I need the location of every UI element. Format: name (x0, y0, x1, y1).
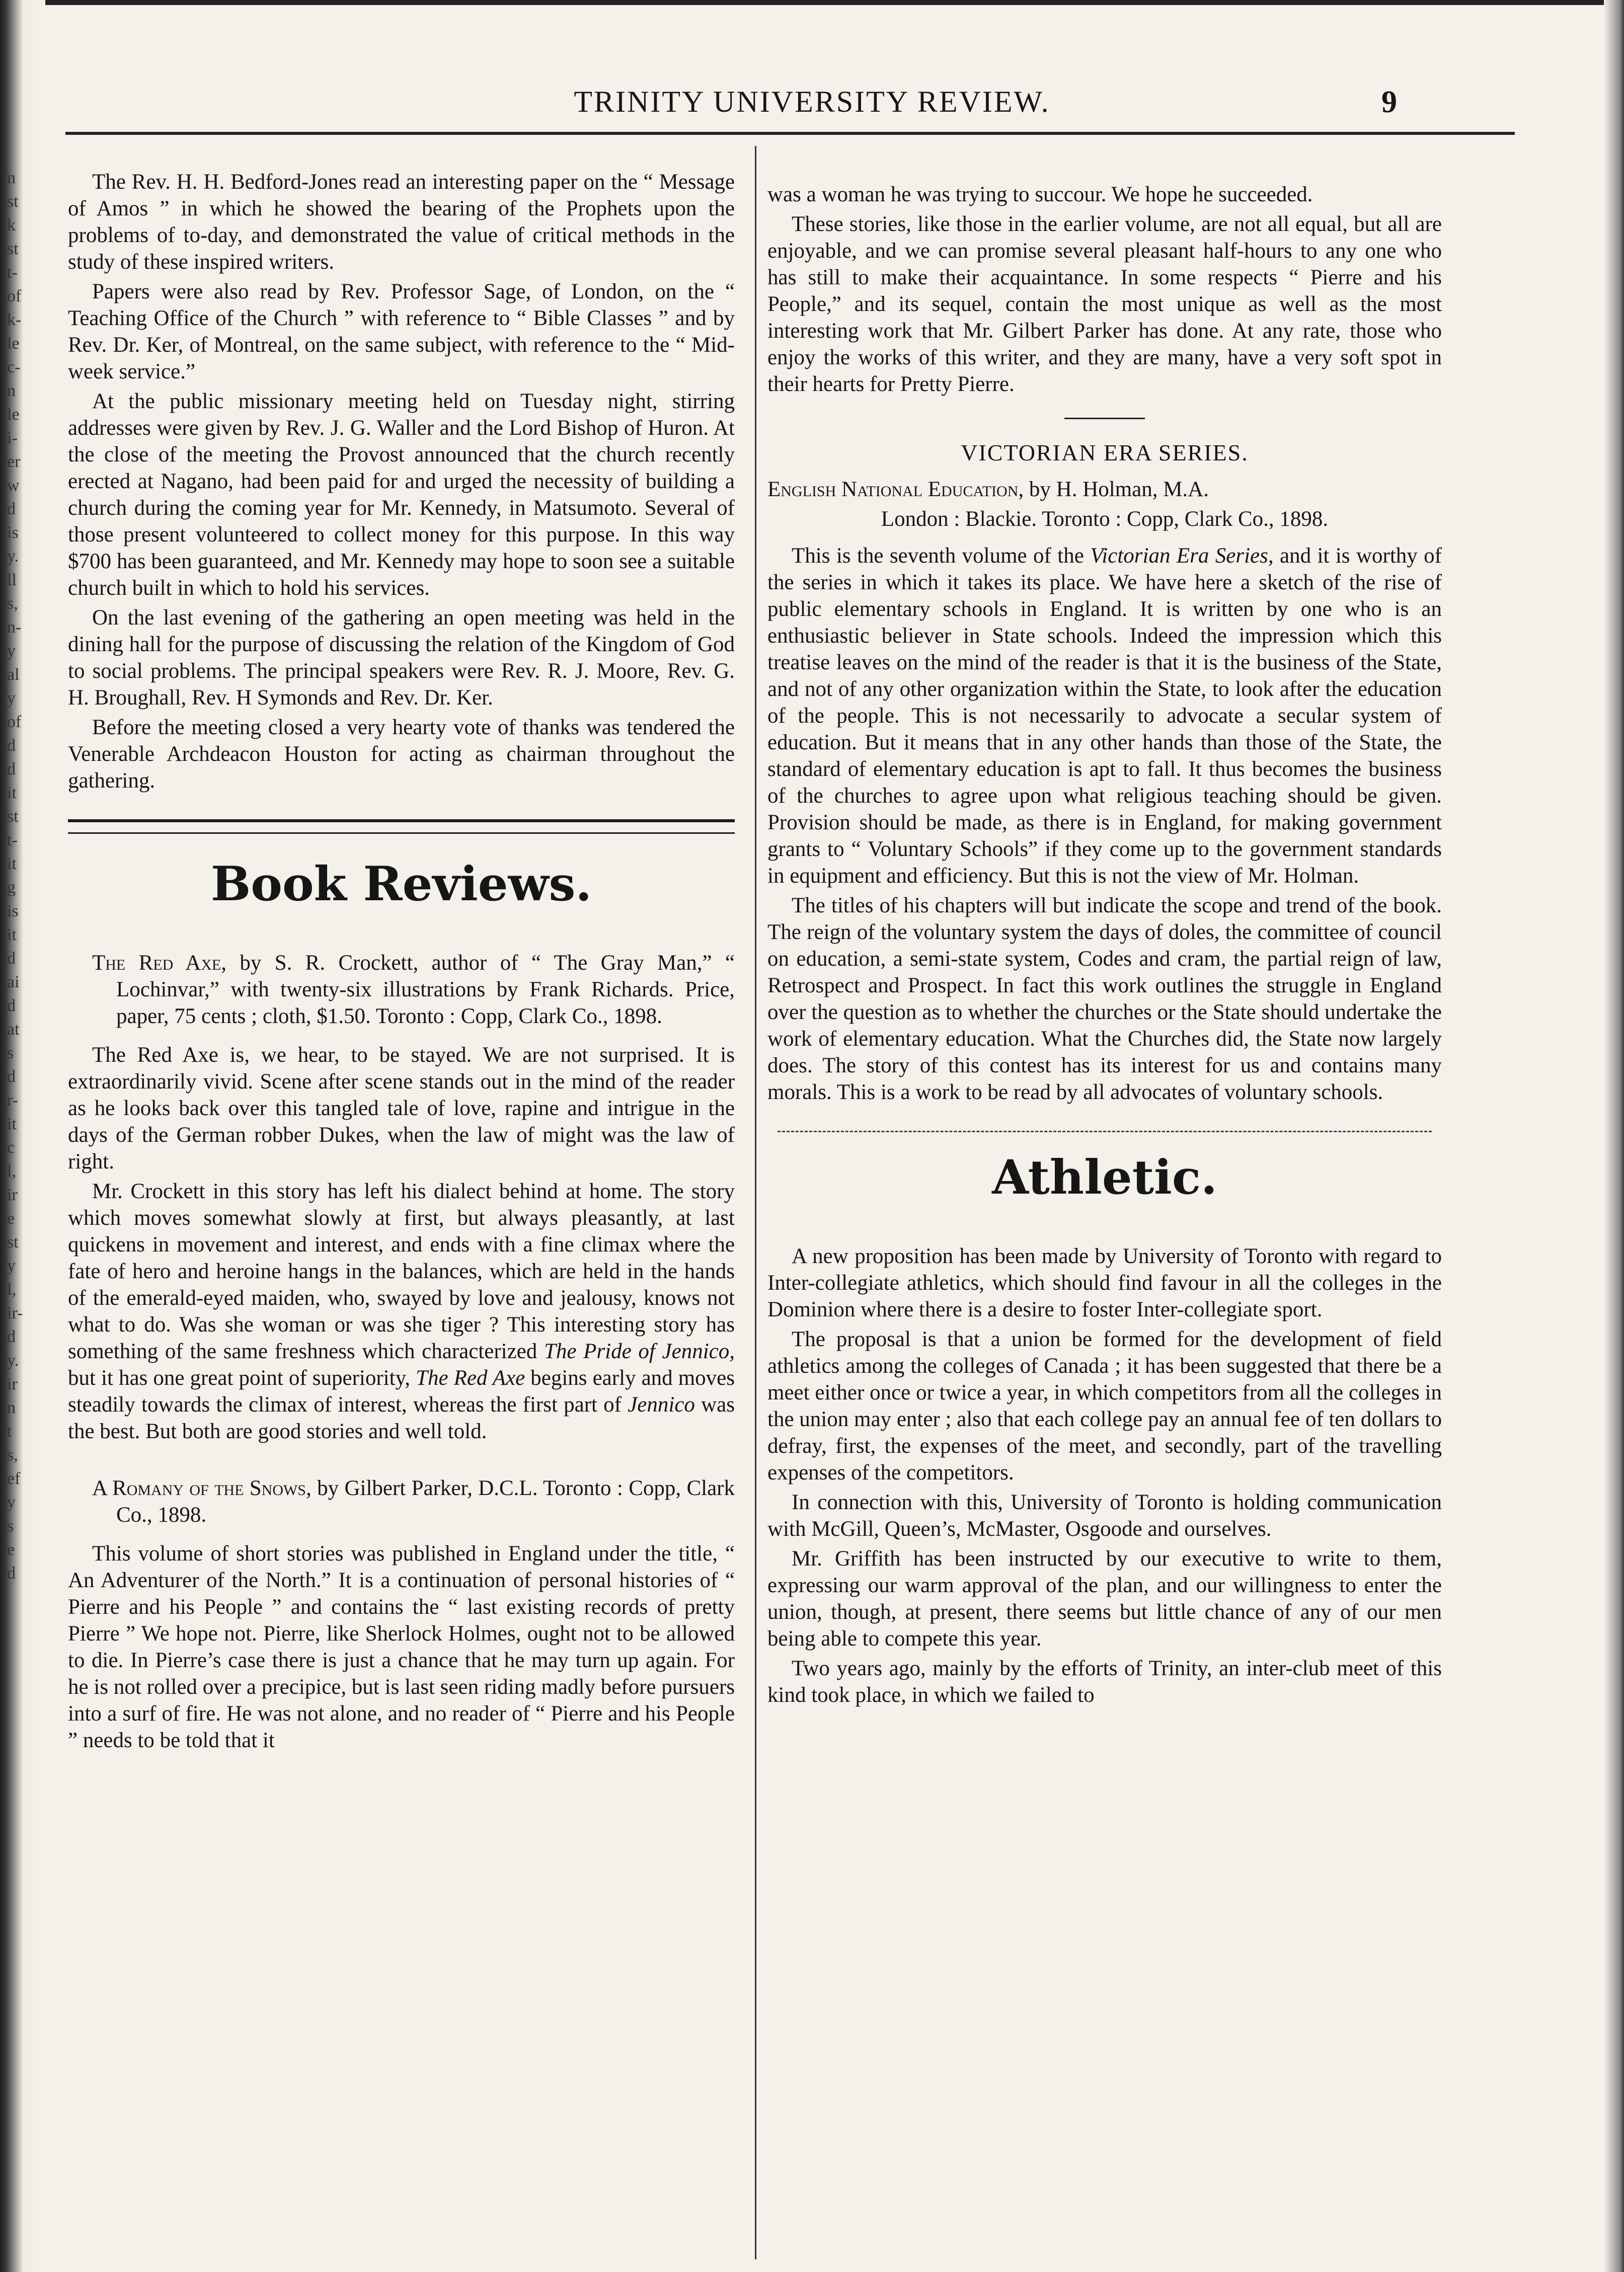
edge-fragment: d (7, 1564, 16, 1583)
edge-fragment: d (7, 1327, 16, 1346)
edge-fragment: c (7, 1138, 15, 1157)
text-run: and it is worthy of the series in which it takes its place. We have here a sketch of the rise of public elementary schools in England. It is written by one who is an enthusiastic believer in State schools. Indeed the impression which this treatise leaves on the mind of the reader is that it is the business of the State, and not of any other organization within the State, to look after the education of the people. This is not necessarily to advocate a secular system of education. But it means that in any other hands than those of the State, the standard of elementary education is apt to fall. It thus becomes the business of the churches to agree upon what religious teaching should be given. Provision should be made, as there is in England, for making government grants to “ Voluntary Schools” if they come up to the government standards in equipment and efficiency. But this is not the view of Mr. Holman. (767, 544, 1442, 888)
edge-fragment: y (7, 1257, 16, 1275)
edge-fragment: y. (7, 1351, 19, 1370)
text-run: begins early and moves steadily towards the climax of interest, whereas the first part of (68, 1366, 735, 1417)
citation-details: by S. R. Crockett, author of “ The Gray Man,” “ Lochinvar,” with twenty-six illustrations by Frank Richards. Price, paper, 75 cents ; cloth, $1.50. Toronto : Copp, Clark Co., 1898. (116, 951, 735, 1028)
edge-fragment: is (7, 902, 19, 920)
edge-fragment: d (7, 500, 16, 518)
paragraph: In connection with this, University of Toronto is holding communication with McGill, Queen’s, McMaster, Osgoode and ourselves. (767, 1491, 1442, 1541)
edge-fragment: of (7, 287, 22, 305)
page-right-edge (1604, 0, 1624, 2272)
series-heading: VICTORIAN ERA SERIES. (961, 440, 1249, 465)
short-rule (1064, 418, 1145, 419)
edge-fragment: ir- (7, 1304, 23, 1322)
right-column (767, 181, 1442, 1708)
edge-fragment: e (7, 1540, 15, 1559)
edge-fragment: k (7, 216, 16, 234)
edge-fragment: d (7, 736, 16, 755)
edge-fragment: le (7, 334, 20, 353)
review-citation-red-axe (68, 950, 735, 1030)
paragraph: The Red Axe is, we hear, to be stayed. We are not surprised. It is extraordinarily vivid. Scene after scene stands out in the mind of the reader as he looks back over this tangled tale of love, rapine and intrigue in the days of the German robber Dukes, when the law of might was the law of right. (68, 1043, 735, 1173)
adjacent-page-fragments (7, 166, 37, 1585)
edge-fragment: t- (7, 263, 18, 282)
edge-fragment: le (7, 405, 20, 424)
edge-fragment: of (7, 713, 22, 731)
edge-fragment: r- (7, 1091, 18, 1110)
text-run: was the best. But both are good stories and well told. (68, 1393, 735, 1443)
book-title: A Romany of the Snows, (92, 1476, 312, 1500)
edge-fragment: it (7, 1115, 17, 1133)
review-citation-romany (68, 1475, 735, 1528)
athletic-heading: Athletic. (992, 1150, 1217, 1205)
paragraph: Papers were also read by Rev. Professor Sage, of London, on the “ Teaching Office of the Church ” with reference to “ Bible Classes ” and by Rev. Dr. Ker, of Montreal, on the same subject, with reference to the “ Mid-week service.” (68, 280, 735, 383)
edge-fragment: it (7, 784, 17, 802)
paragraph: The titles of his chapters will but indicate the scope and trend of the book. The reign of the voluntary system the days of doles, the committee of council on education, a semi-state system, Codes and cram, the partial reign of law, Retrospect and Prospect. In fact this work outlines the struggle in England over the question as to whether the churches or the State should undertake the work of elementary education. What the Churches did, the State now largely does. The story of this contest has its interest for us and contains many morals. This is a work to be read by all advocates of voluntary schools. (767, 894, 1442, 1104)
paragraph (68, 1178, 735, 1445)
edge-fragment: w (7, 476, 20, 495)
italic-title: Jennico (628, 1393, 695, 1417)
paragraph: Two years ago, mainly by the efforts of Trinity, an inter-club meet of this kind took place, in which we failed to (767, 1657, 1442, 1707)
paragraph: The Rev. H. H. Bedford-Jones read an interesting paper on the “ Message of Amos ” in which he showed the bearing of the Prophets upon the problems of to-day, and demonstrated the value of critical methods in the study of these inspired writers. (68, 170, 735, 274)
edge-fragment: it (7, 925, 17, 944)
column-divider (755, 146, 756, 2259)
edge-fragment: st (7, 240, 19, 258)
edge-fragment: ef (7, 1469, 21, 1488)
edge-fragment: t (7, 1422, 12, 1441)
edge-fragment: d (7, 760, 16, 778)
edge-fragment: st (7, 192, 19, 211)
paragraph: This volume of short stories was published in England under the title, “ An Adventurer of the North.” It is a continuation of personal histories of “ Pierre and his People ” and contains the “ last existing records of pretty Pierre ” We hope not. Pierre, like Sherlock Holmes, ought not to be allowed to die. In Pierre’s case there is just a chance that he may turn up again. For he is not rolled over a precipice, but is last seen riding madly before pursuers into a surf of fire. He was not alone, and no reader of “ Pierre and his People ” needs to be told that it (68, 1542, 735, 1752)
edge-fragment: c- (7, 358, 21, 376)
italic-title: The Red Axe (416, 1366, 525, 1390)
top-border (45, 0, 1604, 5)
text-run: Mr. Crockett in this story has left his dialect behind at home. The story which moves somewhat slowly at first, but always pleasantly, at last quickens in movement and interest, and ends with a fine climax where the fate of hero and heroine hangs in the balances, which are held in the hands of the emerald-eyed maiden, who, swayed by love and jealousy, knows not what to do. Was she woman or was she tiger ? This interesting story has something of the same freshness which characterized (68, 1180, 735, 1363)
book-title: The Red Axe, (92, 951, 226, 975)
edge-fragment: n- (7, 618, 22, 637)
edge-fragment: s (7, 1517, 14, 1535)
italic-title: Victorian Era Series, (1090, 544, 1274, 568)
running-head: TRINITY UNIVERSITY REVIEW. (574, 85, 1050, 118)
edge-fragment: it (7, 854, 17, 873)
edge-fragment: e (7, 1209, 15, 1228)
paragraph: Before the meeting closed a very hearty vote of thanks was tendered the Venerable Archdeacon Houston for acting as chairman throughout the gathering. (68, 716, 735, 793)
text-run: This is the seventh volume of the (792, 544, 1091, 568)
edge-fragment: is (7, 523, 19, 542)
book-reviews-heading: Book Reviews. (210, 856, 592, 912)
edge-fragment: l, (7, 1162, 16, 1181)
edge-fragment: i- (7, 429, 18, 447)
edge-fragment: d (7, 1067, 16, 1086)
edge-fragment: ai (7, 973, 20, 991)
section-rule (778, 1131, 1432, 1132)
edge-fragment: y (7, 689, 16, 708)
paragraph: Mr. Griffith has been instructed by our executive to write to them, expressing our warm approval of the plan, and our willingness to enter the union, though, at present, there seems but little chance of any of our men being able to compete this year. (767, 1547, 1442, 1651)
edge-fragment: l, (7, 1280, 16, 1299)
edge-fragment: d (7, 949, 16, 968)
header-rule (65, 132, 1515, 135)
edge-fragment: n (7, 169, 16, 187)
edge-fragment: n (7, 1398, 16, 1417)
paragraph: On the last evening of the gathering an open meeting was held in the dining hall for the purpose of discussing the relation of the Kingdom of God to social problems. The principal speakers were Rev. R. J. Moore, Rev. G. H. Broughall, Rev. H Symonds and Rev. Dr. Ker. (68, 606, 735, 710)
edge-fragment: y. (7, 547, 19, 566)
left-column (68, 169, 735, 1754)
citation-author: by H. Holman, M.A. (1029, 478, 1209, 501)
paragraph: A new proposition has been made by University of Toronto with regard to Inter-collegiate athletics, which should find favour in all the colleges in the Dominion where there is a desire to foster Inter-collegiate sport. (767, 1244, 1442, 1321)
edge-fragment: s (7, 1044, 14, 1062)
edge-fragment: y (7, 1493, 16, 1512)
edge-fragment: k- (7, 310, 22, 329)
edge-fragment: s, (7, 594, 18, 613)
edge-fragment: t- (7, 831, 18, 849)
italic-title: The Pride of Jennico, (544, 1340, 735, 1363)
edge-fragment: y (7, 642, 16, 660)
edge-fragment: n (7, 381, 16, 400)
edge-fragment: g (7, 878, 16, 897)
edge-fragment: al (7, 665, 20, 684)
paragraph: was a woman he was trying to succour. We hope he succeeded. (767, 183, 1313, 206)
book-title: English National Education, (767, 478, 1024, 501)
edge-fragment: st (7, 807, 19, 826)
paragraph: The proposal is that a union be formed for the development of field athletics among the colleges of Canada ; it has been suggested that there be a meet either once or twice a year, in which competitors from all the colleges in the union may enter ; also that each college pay an annual fee of ten dollars to defray, first, the expenses of the meet, and secondly, part of the travelling expenses of the competitors. (767, 1327, 1442, 1484)
review-citation-education (767, 476, 1442, 503)
paragraph: At the public missionary meeting held on Tuesday night, stirring addresses were given by Rev. J. G. Waller and the Lord Bishop of Huron. At the close of the meeting the Provost announced that the church recently erected at Nagano, had been paid for and urged the necessity of building a church during the coming year for Mr. Kennedy, in Matsumoto. Several of those present volunteered to collect money for this purpose. In this way $700 has been guaranteed, and Mr. Kennedy may hope to soon see a suitable church built in which to hold his services. (68, 389, 735, 600)
edge-fragment: ir (7, 1375, 18, 1393)
edge-fragment: ir (7, 1186, 18, 1204)
text-run: but it has one great point of superiority, (68, 1366, 416, 1390)
paragraph (767, 542, 1442, 889)
edge-fragment: at (7, 1020, 20, 1039)
edge-fragment: er (7, 452, 21, 471)
section-double-rule (68, 819, 735, 834)
edge-fragment: st (7, 1233, 19, 1251)
citation-details: by Gilbert Parker, D.C.L. Toronto : Copp, Clark Co., 1898. (116, 1476, 735, 1527)
page-number: 9 (1381, 85, 1397, 119)
edge-fragment: s, (7, 1446, 18, 1464)
citation-publisher: London : Blackie. Toronto : Copp, Clark Co., 1898. (881, 507, 1329, 531)
edge-fragment: d (7, 996, 16, 1015)
paragraph: These stories, like those in the earlier volume, are not all equal, but all are enjoyable, and we can promise several pleasant half-hours to any one who has still to make their acquaintance. In some respects “ Pierre and his People,” and its sequel, contain the most unique as well as the most interesting work that Mr. Gilbert Parker has done. At any rate, those who enjoy the works of this writer, and they are many, have a very soft spot in their hearts for Pretty Pierre. (767, 212, 1442, 396)
edge-fragment: ll (7, 571, 17, 589)
